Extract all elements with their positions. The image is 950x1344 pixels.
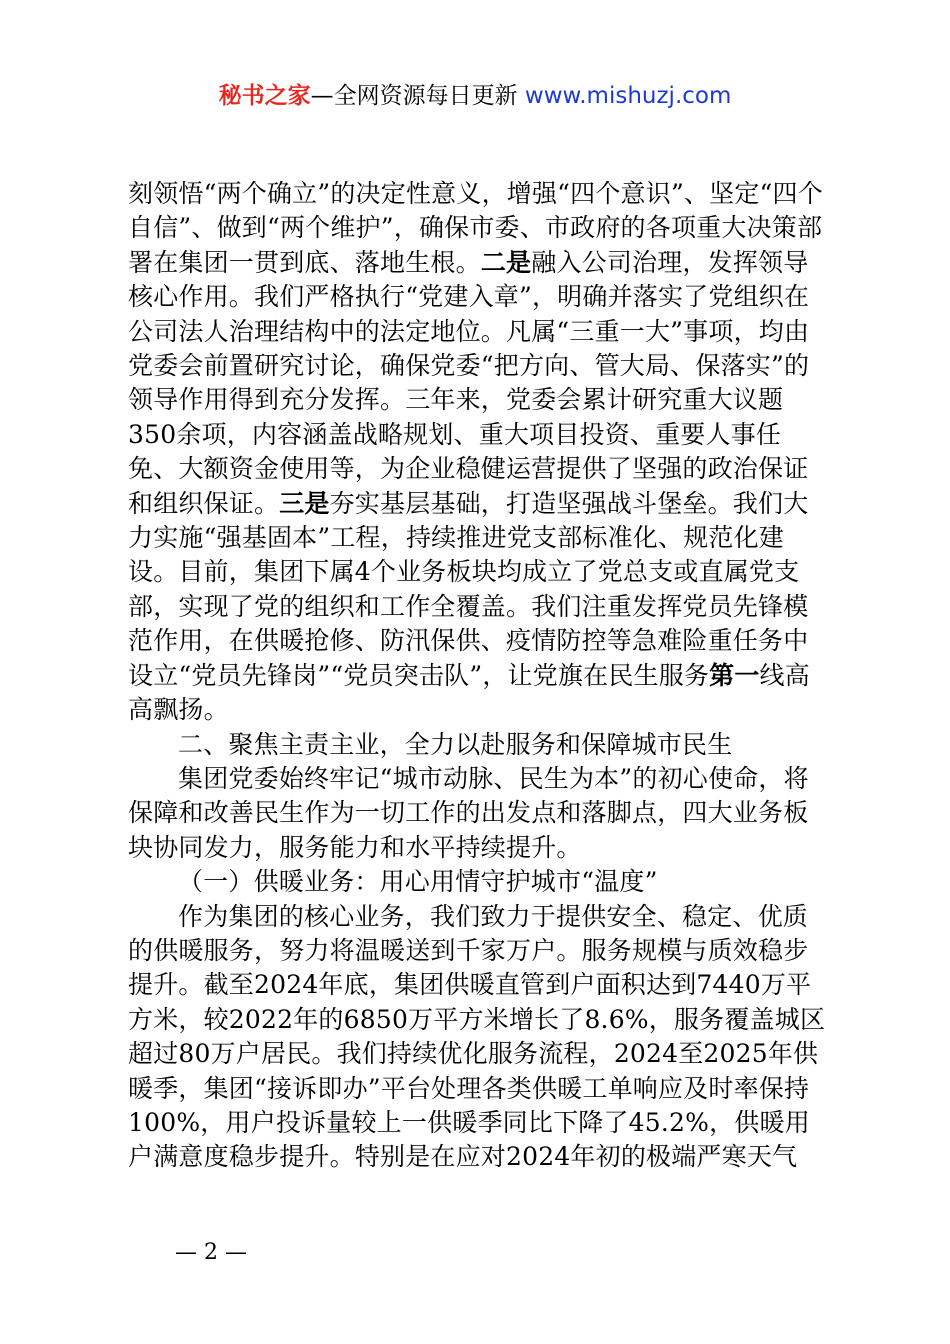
subsection-heading-heating <box>128 865 828 899</box>
bold-run-first-line: 第一 <box>709 660 760 690</box>
text-run: 夯实基层基础，打造坚强战斗堡垒。我们大力实施“强基固本”工程，持续推进党支部标准化、规范化建设。目前，集团下属4个业务板块均成立了党总支或直属党支部，实现了党的组织和工作全覆盖。我们注重发挥党员先锋模范作用，在供暖抢修、防汛保供、疫情防控等急难险重任务中设立“党员先锋岗”“党员突击队”，让党旗在民生服务 <box>128 488 809 690</box>
site-tagline: —全网资源每日更新 <box>310 83 525 109</box>
text-run: （一）供暖业务：用心用情守护城市“温度” <box>178 867 658 897</box>
section-heading-livelihood <box>128 728 828 762</box>
text-run: 融入公司治理，发挥领导核心作用。我们严格执行“党建入章”，明确并落实了党组织在公司法人治理结构中的法定地位。凡属“三重一大”事项，均由党委会前置研究讨论，确保党委“把方向、管大局、保落实”的领导作用得到充分发挥。三年来，党委会累计研究重大议题350余项，内容涵盖战略规划、重大项目投资、重要人事任免、大额资金使用等，为企业稳健运营提供了坚强的政治保证和组织保证。 <box>128 247 810 518</box>
document-body <box>128 177 828 1175</box>
site-header <box>0 80 950 112</box>
paragraph-mission <box>128 762 828 865</box>
text-run: 作为集团的核心业务，我们致力于提供安全、稳定、优质的供暖服务，努力将温暖送到千家万户。服务规模与质效稳步提升。截至2024年底，集团供暖直管到户面积达到7440万平方米，较2022年的6850万平方米增长了8.6%，服务覆盖城区超过80万户居民。我们持续优化服务流程，2024至2025年供暖季，集团“接诉即办”平台处理各类供暖工单响应及时率保持100%，用户投诉量较上一供暖季同比下降了45.2%，供暖用户满意度稳步提升。特别是在应对2024年初的极端严寒天气 <box>128 901 826 1172</box>
bold-run-third-point: 三是 <box>279 488 330 518</box>
text-run: 集团党委始终牢记“城市动脉、民生为本”的初心使命，将保障和改善民生作为一切工作的出发点和落脚点，四大业务板块协同发力，服务能力和水平持续提升。 <box>128 763 809 862</box>
text-run: 刻领悟“两个确立”的决定性意义，增强“四个意识”、坚定“四个自信”、做到“两个维护”，确保市委、市政府的各项重大决策部署在集团一贯到底、落地生根。 <box>128 179 823 277</box>
paragraph-party-building <box>128 177 828 728</box>
page-number: — 2 — <box>175 1240 247 1265</box>
text-run: 线高高飘扬。 <box>128 660 810 725</box>
text-run: 二、聚焦主责主业，全力以赴服务和保障城市民生 <box>178 729 733 759</box>
site-url-link[interactable]: www.mishuzj.com <box>524 83 732 109</box>
bold-run-second-point: 二是 <box>480 247 532 277</box>
site-brand: 秘书之家 <box>218 83 311 109</box>
paragraph-heating-service <box>128 900 828 1175</box>
